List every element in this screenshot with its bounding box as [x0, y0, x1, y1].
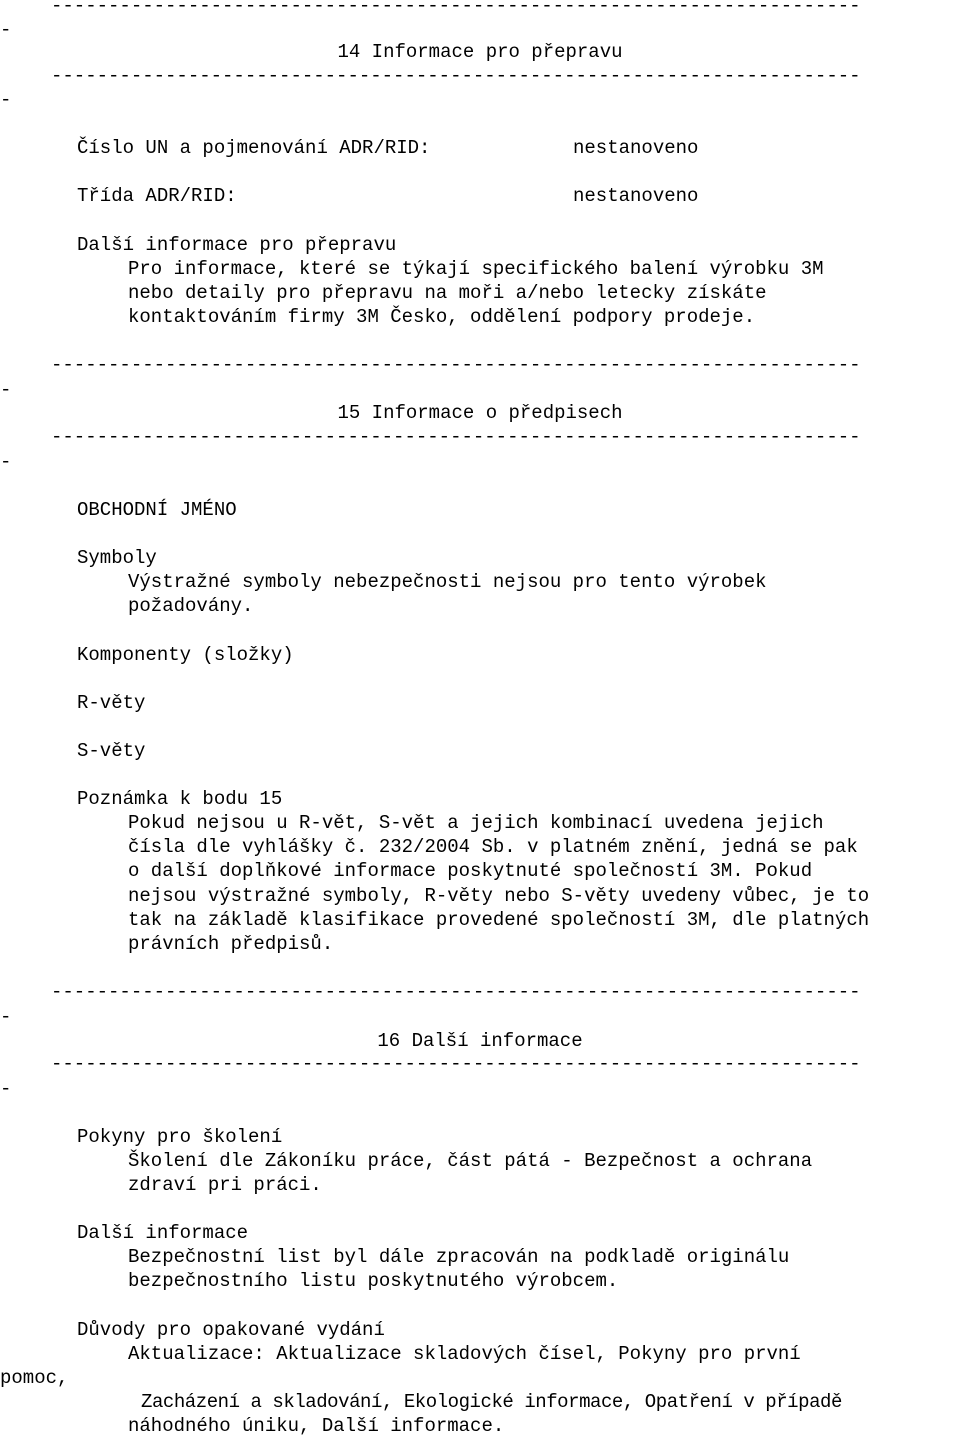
- note-heading: Poznámka k bodu 15: [77, 788, 283, 810]
- dash-marker: -: [0, 379, 12, 401]
- transport-info-line: kontaktováním firmy 3M Česko, oddělení podpory prodeje.: [128, 306, 756, 328]
- reissue-reasons-line: Zacházení a skladování, Ekologické informace, Opatření v případě: [141, 1391, 842, 1413]
- section-15-heading: 15 Informace o předpisech: [337, 402, 623, 424]
- adr-class-value: nestanoveno: [573, 185, 699, 207]
- symbols-text-line: požadovány.: [128, 595, 254, 617]
- note-text-line: čísla dle vyhlášky č. 232/2004 Sb. v platném znění, jedná se pak: [128, 836, 858, 858]
- transport-info-line: Pro informace, které se týkají specifického balení výrobku 3M: [128, 258, 824, 280]
- note-text-line: tak na základě klasifikace provedené společností 3M, dle platných: [128, 909, 870, 931]
- section-14-heading: 14 Informace pro přepravu: [337, 41, 623, 63]
- symbols-text-line: Výstražné symboly nebezpečnosti nejsou pro tento výrobek: [128, 571, 767, 593]
- dash-marker: -: [0, 451, 12, 473]
- dash-marker: -: [0, 1078, 12, 1100]
- trade-name-heading: OBCHODNÍ JMÉNO: [77, 499, 237, 521]
- dash-marker: -: [0, 89, 12, 111]
- reissue-reasons-line: Aktualizace: Aktualizace skladových čísel, Pokyny pro první: [128, 1343, 801, 1365]
- s-phrases-heading: S-věty: [77, 740, 146, 762]
- transport-info-line: nebo detaily pro přepravu na moři a/nebo letecky získáte: [128, 282, 767, 304]
- divider-line: [51, 0, 861, 18]
- divider-line: [51, 425, 861, 449]
- components-heading: Komponenty (složky): [77, 644, 294, 666]
- adr-class-label: Třída ADR/RID:: [77, 185, 237, 207]
- note-text-line: o další doplňkové informace poskytnuté společností 3M. Pokud: [128, 860, 813, 882]
- symbols-heading: Symboly: [77, 547, 157, 569]
- further-info-line: bezpečnostního listu poskytnutého výrobcem.: [128, 1270, 619, 1292]
- r-phrases-heading: R-věty: [77, 692, 146, 714]
- training-heading: Pokyny pro školení: [77, 1126, 283, 1148]
- reissue-reasons-overflow: pomoc,: [0, 1367, 69, 1389]
- divider-line: [51, 64, 861, 88]
- note-text-line: právních předpisů.: [128, 933, 334, 955]
- un-number-value: nestanoveno: [573, 137, 699, 159]
- un-number-label: Číslo UN a pojmenování ADR/RID:: [77, 137, 431, 159]
- dash-marker: -: [0, 1006, 12, 1028]
- reissue-reasons-line: náhodného úniku, Další informace.: [128, 1415, 505, 1437]
- training-text-line: Školení dle Zákoníku práce, část pátá - Bezpečnost a ochrana: [128, 1150, 813, 1172]
- further-info-heading: Další informace: [77, 1222, 249, 1244]
- divider-line: [51, 980, 861, 1004]
- transport-info-heading: Další informace pro přepravu: [77, 234, 397, 256]
- divider-line: [51, 353, 861, 377]
- reissue-reasons-heading: Důvody pro opakované vydání: [77, 1319, 385, 1341]
- note-text-line: nejsou výstražné symboly, R-věty nebo S-věty uvedeny vůbec, je to: [128, 885, 870, 907]
- training-text-line: zdraví pri práci.: [128, 1174, 322, 1196]
- section-16-heading: 16 Další informace: [377, 1030, 583, 1052]
- divider-line: [51, 1052, 861, 1076]
- dash-marker: -: [0, 19, 12, 41]
- further-info-line: Bezpečnostní list byl dále zpracován na podkladě originálu: [128, 1246, 790, 1268]
- note-text-line: Pokud nejsou u R-vět, S-vět a jejich kombinací uvedena jejich: [128, 812, 824, 834]
